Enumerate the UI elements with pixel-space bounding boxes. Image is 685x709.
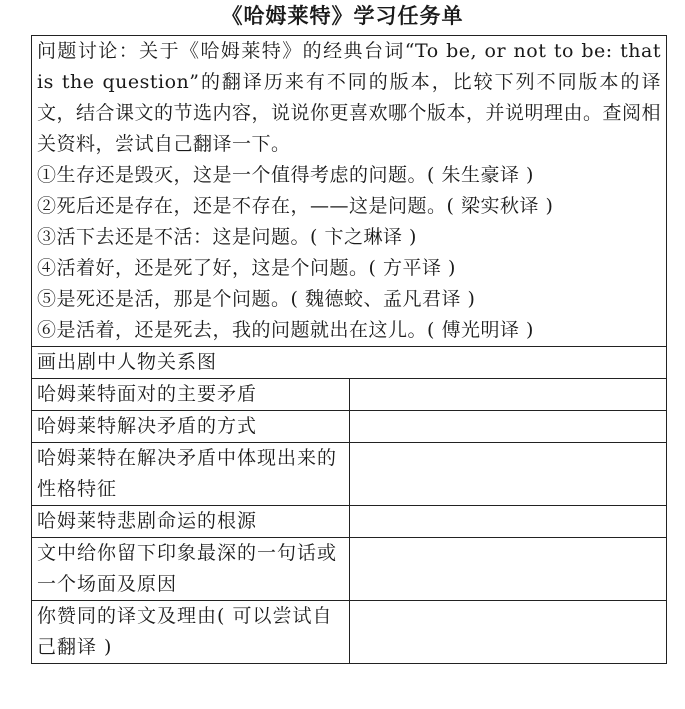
- translation-version-2: ②死后还是存在，还是不存在，——这是问题。( 梁实秋译 ): [37, 195, 554, 217]
- answer-cell-tragedy-root[interactable]: [350, 506, 667, 538]
- answer-cell-character-traits[interactable]: [350, 443, 667, 506]
- answer-cell-main-conflict[interactable]: [350, 379, 667, 411]
- translation-version-4: ④活着好，还是死了好，这是个问题。( 方平译 ): [37, 257, 456, 279]
- page-title: 《哈姆莱特》学习任务单: [221, 4, 464, 28]
- answer-cell-preferred-translation[interactable]: [350, 601, 667, 664]
- task-label-character-traits: 哈姆莱特在解决矛盾中体现出来的性格特征: [32, 443, 350, 506]
- task-label-tragedy-root: 哈姆莱特悲剧命运的根源: [32, 506, 350, 538]
- task-row: [32, 601, 667, 664]
- discussion-row: [32, 36, 667, 347]
- answer-cell-resolution-method[interactable]: [350, 411, 667, 443]
- task-label-preferred-translation: 你赞同的译文及理由( 可以尝试自己翻译 ): [32, 601, 350, 664]
- task-label-resolution-method: 哈姆莱特解决矛盾的方式: [32, 411, 350, 443]
- translation-version-5: ⑤是死还是活，那是个问题。( 魏德蛟、孟凡君译 ): [37, 288, 476, 310]
- task-row: [32, 443, 667, 506]
- task-row: [32, 411, 667, 443]
- task-row: [32, 506, 667, 538]
- task-row: [32, 379, 667, 411]
- translation-version-1: ①生存还是毁灭，这是一个值得考虑的问题。( 朱生豪译 ): [37, 164, 534, 186]
- task-sheet-table: [31, 35, 667, 664]
- discussion-cell: [32, 36, 667, 347]
- task-row: [32, 538, 667, 601]
- translation-version-6: ⑥是活着，还是死去，我的问题就出在这儿。( 傅光明译 ): [37, 319, 534, 341]
- task-label-main-conflict: 哈姆莱特面对的主要矛盾: [32, 379, 350, 411]
- task-label-memorable-scene: 文中给你留下印象最深的一句话或一个场面及原因: [32, 538, 350, 601]
- translation-version-3: ③活下去还是不活：这是问题。( 卞之琳译 ): [37, 226, 417, 248]
- relationship-label: 画出剧中人物关系图: [32, 347, 667, 379]
- relationship-row: [32, 347, 667, 379]
- answer-cell-memorable-scene[interactable]: [350, 538, 667, 601]
- discussion-prompt: 问题讨论：关于《哈姆莱特》的经典台词“To be, or not to be: that is the question”的翻译历来有不同的版本，比较下列不同版本的译文，结合课文的节选内容，说说你更喜欢哪个版本，并说明理由。查阅相关资料，尝试自己翻译一下。: [37, 40, 662, 155]
